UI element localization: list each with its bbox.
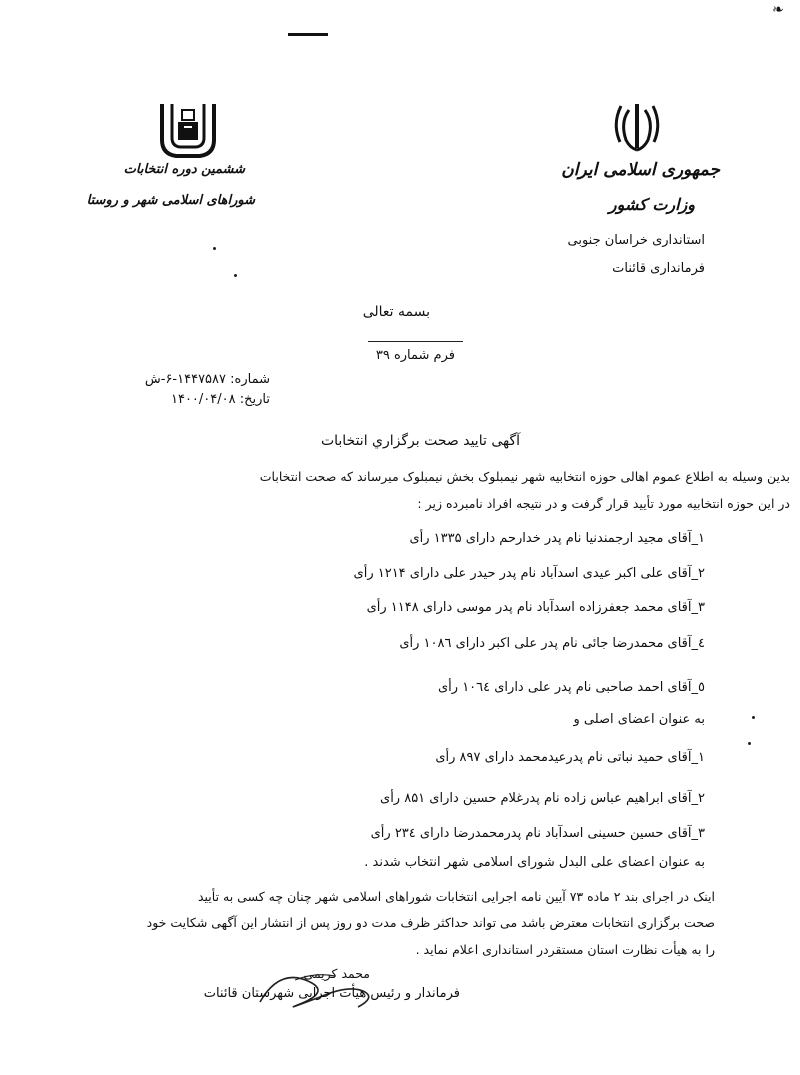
signatory-title: فرماندار و رئیس هیأت اجرایی شهرستان قائنات <box>203 986 460 1001</box>
page-title: بسمه تعالی <box>362 304 430 320</box>
intro-line: بدین وسیله به اطلاع عموم اهالی حوزه انتخابیه شهر نیمبلوک بخش نیمبلوک میرساند که صحت انتخابات <box>259 469 790 484</box>
alternate-member-item: ۳_آقای حسین حسینی اسدآباد نام پدرمحمدرضا دارای ۲۳٤ رأی <box>370 826 705 841</box>
council-label: شوراهای اسلامی شهر و روستا <box>86 193 255 208</box>
governorate-label: استانداری خراسان جنوبی <box>567 233 705 248</box>
letter-date: تاریخ: ۱۴۰۰/۰۴/۰۸ <box>170 392 270 407</box>
closing-line: اینک در اجرای بند ۲ ماده ۷۳ آیین نامه اجرایی انتخابات شوراهای اسلامی شهر چنان چه کسی به تأیید <box>197 889 715 904</box>
corner-mark: ❧ <box>772 2 784 18</box>
ministry-label: وزارت کشور <box>608 195 695 214</box>
main-member-item: ۱_آقای مجید ارجمندنیا نام پدر خدارحم دارای ۱۳۳۵ رأی <box>409 531 705 546</box>
iran-emblem-icon <box>612 100 662 155</box>
alternate-member-item: ۲_آقای ابراهیم عباس زاده نام پدرغلام حسین دارای ۸۵۱ رأی <box>380 791 705 806</box>
speck <box>213 247 216 250</box>
main-member-item: ٥_آقای احمد صاحبی نام پدر علی دارای ۱۰٦٤ رأی <box>437 680 705 695</box>
alternate-members-label: به عنوان اعضای علی البدل شورای اسلامی شهر انتخاب شدند . <box>364 855 705 870</box>
signatory-name: محمد کریمی <box>303 966 370 981</box>
speck <box>748 742 751 745</box>
announcement-heading: آگهی تایید صحت برگزاري انتخابات <box>320 433 520 449</box>
republic-label: جمهوری اسلامی ایران <box>561 160 720 180</box>
main-member-item: ۲_آقای علی اکبر عیدی اسدآباد نام پدر حیدر علی دارای ۱۲۱۴ رأی <box>353 566 705 581</box>
letter-number: شماره: ۱۴۴۷۵۸۷-۶-ش <box>144 372 270 387</box>
election-round-label: ششمین دوره انتخابات <box>123 162 245 177</box>
form-rule <box>368 341 463 342</box>
main-members-label: به عنوان اعضای اصلی و <box>573 712 705 727</box>
main-member-item: ۳_آقای محمد جعفرزاده اسدآباد نام پدر موسی دارای ۱۱۴۸ رأی <box>366 600 705 615</box>
intro-line: در این حوزه انتخابیه مورد تأیید قرار گرفت و در نتیجه افراد نامبرده زیر : <box>417 496 790 511</box>
election-emblem-icon <box>158 100 218 160</box>
closing-line: را به هیأت نظارت استان مستقردر استانداری اعلام نماید . <box>415 942 715 957</box>
top-rule <box>288 33 328 36</box>
speck <box>234 274 237 277</box>
main-member-item: ٤_آقای محمدرضا جائی نام پدر علی اکبر دارای ۱۰۸٦ رأی <box>399 636 705 651</box>
county-office-label: فرمانداری قائنات <box>612 261 705 276</box>
closing-line: صحت برگزاری انتخابات معترض باشد می تواند حداکثر ظرف مدت دو روز پس از انتشار این آگهی شکایت خود <box>146 915 715 930</box>
alternate-member-item: ۱_آقای حمید نباتی نام پدرعیدمحمد دارای ۸۹۷ رأی <box>435 750 705 765</box>
form-number: فرم شماره ۳۹ <box>375 348 455 363</box>
speck <box>752 716 755 719</box>
